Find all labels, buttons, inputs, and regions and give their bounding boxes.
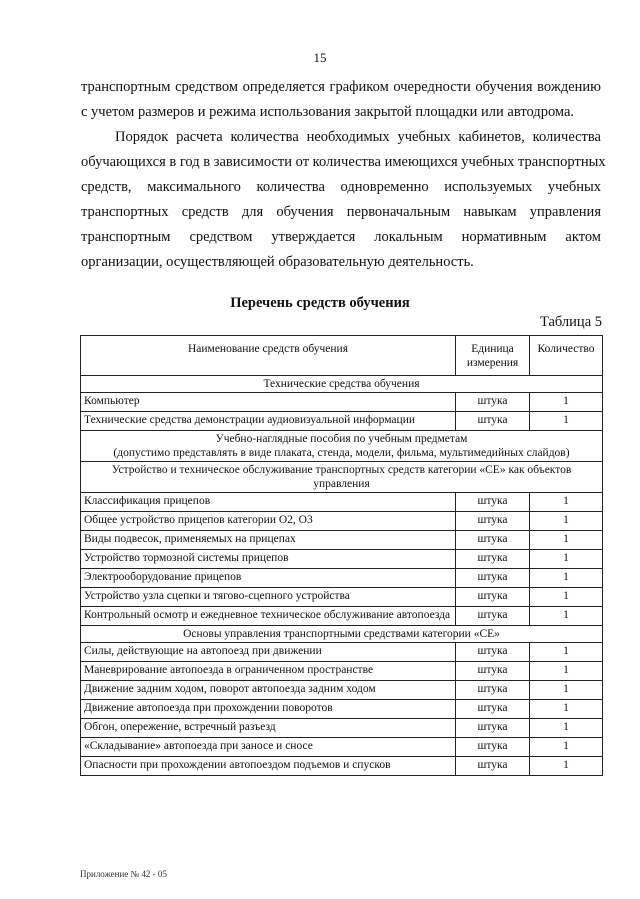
row-quantity: 1 <box>530 493 603 512</box>
table-row <box>81 550 603 569</box>
table-header-row <box>81 336 603 376</box>
row-quantity: 1 <box>530 512 603 531</box>
row-name: Электрооборудование прицепов <box>81 569 456 588</box>
header-quantity: Количество <box>530 336 603 376</box>
text-line: транспортным средством определяется графиком очередности обучения вождению <box>81 79 601 95</box>
row-name: Виды подвесок, применяемых на прицепах <box>81 531 456 550</box>
row-unit: штука <box>456 757 530 776</box>
table-row <box>81 531 603 550</box>
table-row <box>81 643 603 662</box>
text-line: средств, максимального количества одновременно используемых учебных <box>81 179 601 195</box>
section-title <box>81 376 603 393</box>
text-line: обучающихся в год в зависимости от количества имеющихся учебных транспортных <box>81 154 606 170</box>
row-quantity: 1 <box>530 412 603 431</box>
row-name: Классификация прицепов <box>81 493 456 512</box>
table-row <box>81 700 603 719</box>
row-unit: штука <box>456 662 530 681</box>
row-unit: штука <box>456 588 530 607</box>
table-row <box>81 588 603 607</box>
row-unit: штука <box>456 700 530 719</box>
section-title-line: Устройство и техническое обслуживание транспортных средств категории «CE» как объектов <box>111 464 572 476</box>
header-unit-line2: измерения <box>466 357 519 369</box>
row-quantity: 1 <box>530 643 603 662</box>
row-name: Опасности при прохождении автопоездом подъемов и спусков <box>81 757 456 776</box>
row-name: Движение автопоезда при прохождении поворотов <box>81 700 456 719</box>
table-row <box>81 393 603 412</box>
row-quantity: 1 <box>530 662 603 681</box>
footer-note: Приложение № 42 - 05 <box>80 869 167 879</box>
text-line: Порядок расчета количества необходимых учебных кабинетов, количества <box>115 129 601 145</box>
row-quantity: 1 <box>530 588 603 607</box>
section-title <box>81 626 603 643</box>
row-quantity: 1 <box>530 607 603 626</box>
row-unit: штука <box>456 643 530 662</box>
table-section-row <box>81 376 603 393</box>
section-title-line: Основы управления транспортными средствами категории «CE» <box>183 628 500 640</box>
row-unit: штука <box>456 393 530 412</box>
row-quantity: 1 <box>530 700 603 719</box>
row-unit: штука <box>456 512 530 531</box>
row-name: Маневрирование автопоезда в ограниченном пространстве <box>81 662 456 681</box>
row-quantity: 1 <box>530 531 603 550</box>
text-line: с учетом размеров и режима использования закрытой площадки или автодрома. <box>81 104 575 120</box>
row-unit: штука <box>456 681 530 700</box>
row-name: Технические средства демонстрации аудиовизуальной информации <box>81 412 456 431</box>
row-quantity: 1 <box>530 681 603 700</box>
row-quantity: 1 <box>530 738 603 757</box>
row-quantity: 1 <box>530 757 603 776</box>
text-line: транспортным средством утверждается локальным нормативным актом <box>81 229 601 245</box>
table-row <box>81 512 603 531</box>
section-title-line: Технические средства обучения <box>263 378 420 390</box>
table-row <box>81 681 603 700</box>
row-name: Устройство тормозной системы прицепов <box>81 550 456 569</box>
row-name: «Складывание» автопоезда при заносе и сносе <box>81 738 456 757</box>
row-unit: штука <box>456 531 530 550</box>
paragraph-calculation-order <box>81 125 606 275</box>
table-row <box>81 493 603 512</box>
table-row <box>81 738 603 757</box>
table-row <box>81 719 603 738</box>
row-quantity: 1 <box>530 569 603 588</box>
section-title <box>81 431 603 462</box>
table-section-row <box>81 626 603 643</box>
row-name: Компьютер <box>81 393 456 412</box>
table-row <box>81 569 603 588</box>
row-name: Обгон, опережение, встречный разъезд <box>81 719 456 738</box>
row-unit: штука <box>456 719 530 738</box>
row-quantity: 1 <box>530 393 603 412</box>
section-title-line: (допустимо представлять в виде плаката, стенда, модели, фильма, мультимедийных слайдов) <box>113 447 570 459</box>
table-label: Таблица 5 <box>539 314 602 330</box>
table-row <box>81 607 603 626</box>
row-name: Устройство узла сцепки и тягово-сцепного устройства <box>81 588 456 607</box>
row-name: Контрольный осмотр и ежедневное техническое обслуживание автопоезда <box>81 607 456 626</box>
header-unit-line1: Единица <box>471 343 514 355</box>
row-name: Общее устройство прицепов категории O2, O3 <box>81 512 456 531</box>
text-line: организации, осуществляющей образовательную деятельность. <box>81 254 474 270</box>
row-name: Силы, действующие на автопоезд при движении <box>81 643 456 662</box>
document-title: Перечень средств обучения <box>230 295 410 311</box>
row-quantity: 1 <box>530 550 603 569</box>
row-unit: штука <box>456 412 530 431</box>
table-section-row <box>81 462 603 493</box>
section-title-line: Учебно-наглядные пособия по учебным предметам <box>215 433 468 445</box>
table-row <box>81 757 603 776</box>
row-unit: штука <box>456 607 530 626</box>
table-row <box>81 412 603 431</box>
table-section-row <box>81 431 603 462</box>
section-title-line: управления <box>313 478 370 490</box>
row-unit: штука <box>456 569 530 588</box>
page-number: 15 <box>313 50 327 65</box>
header-name: Наименование средств обучения <box>81 336 456 376</box>
row-quantity: 1 <box>530 719 603 738</box>
row-name: Движение задним ходом, поворот автопоезда задним ходом <box>81 681 456 700</box>
paragraph-continuation <box>81 75 601 125</box>
training-means-table <box>80 335 603 776</box>
section-title <box>81 462 603 493</box>
table-row <box>81 662 603 681</box>
text-line: транспортных средств для обучения первоначальным навыкам управления <box>81 204 601 220</box>
row-unit: штука <box>456 738 530 757</box>
header-unit <box>456 336 530 376</box>
row-unit: штука <box>456 493 530 512</box>
row-unit: штука <box>456 550 530 569</box>
